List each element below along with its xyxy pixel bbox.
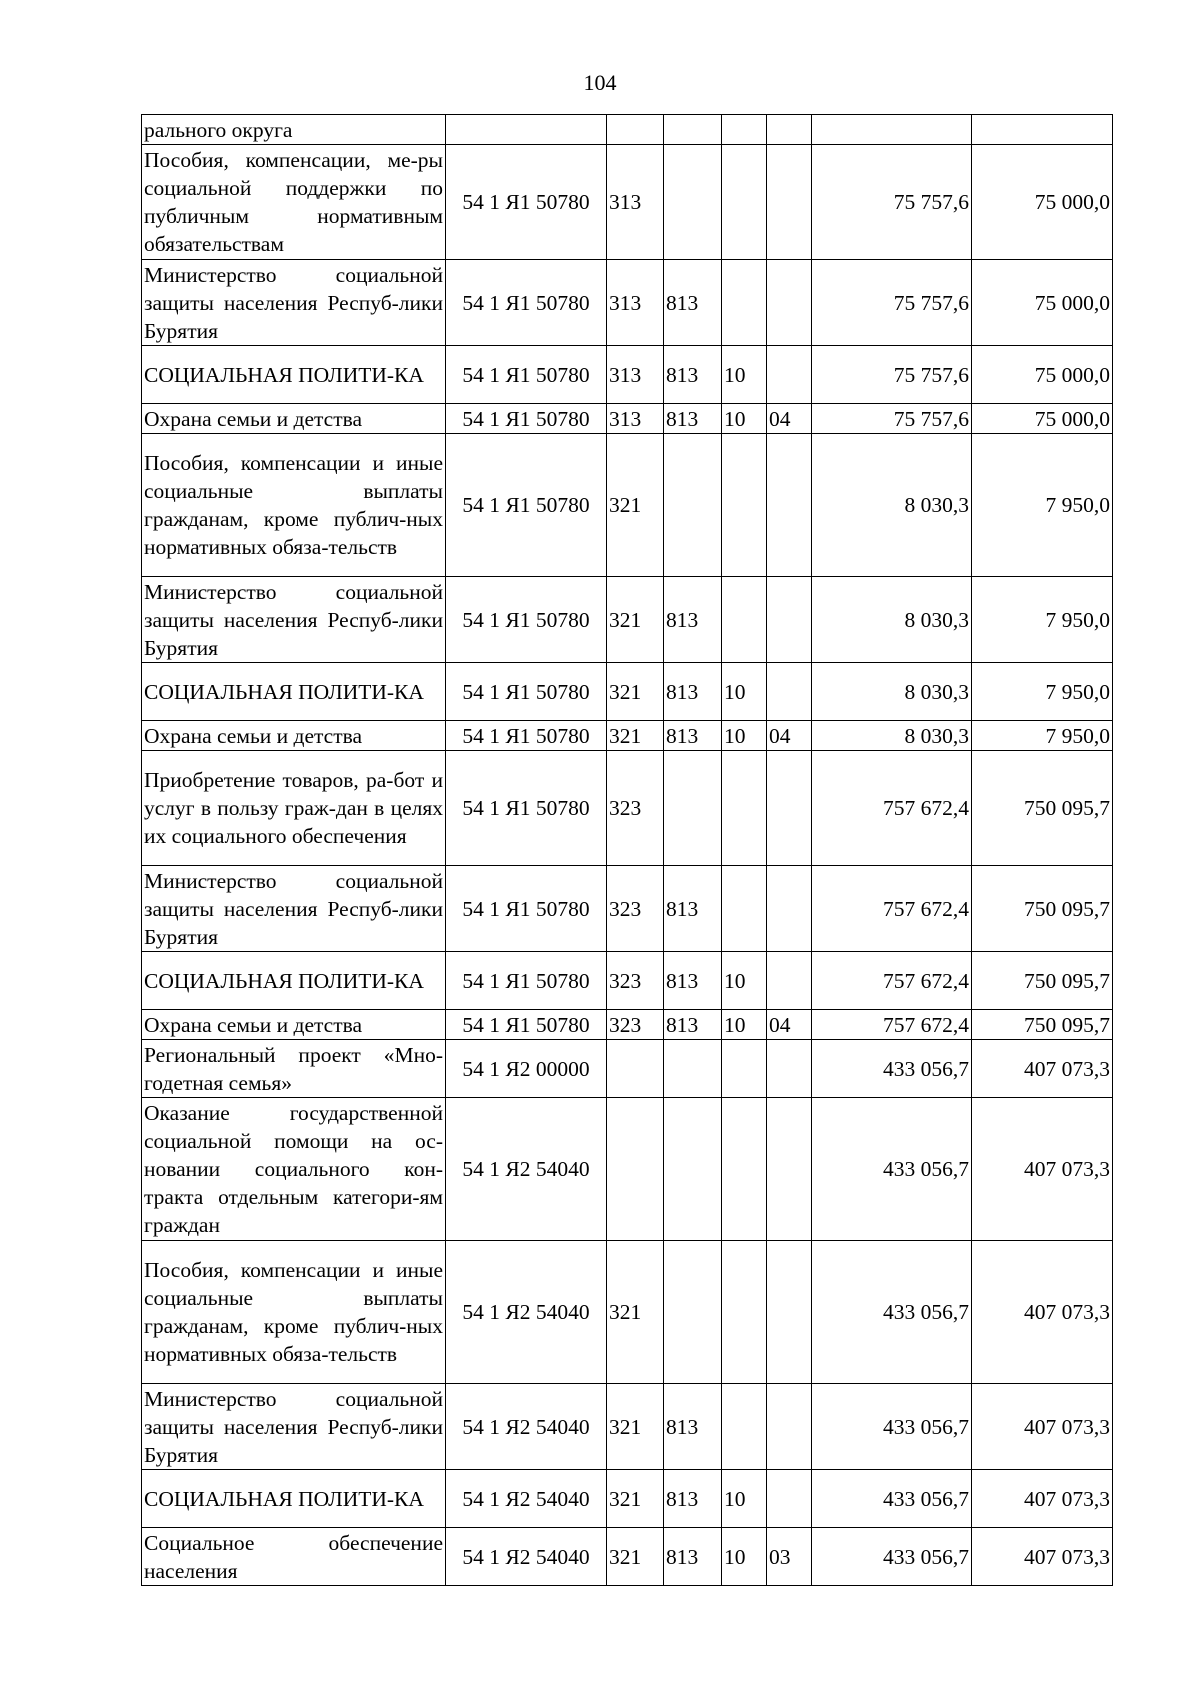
cell-administrator: 813 — [664, 404, 722, 434]
cell-amount-year2: 407 073,3 — [972, 1528, 1113, 1586]
cell-name: СОЦИАЛЬНАЯ ПОЛИТИ-КА — [142, 346, 446, 404]
cell-amount-year1: 433 056,7 — [812, 1241, 972, 1384]
cell-subsection: 04 — [767, 721, 812, 751]
cell-subsection: 03 — [767, 1528, 812, 1586]
cell-expense-type: 313 — [607, 260, 664, 346]
cell-administrator — [664, 434, 722, 577]
cell-amount-year2: 7 950,0 — [972, 577, 1113, 663]
cell-name: Пособия, компенсации, ме-ры социальной поддержки по публичным нормативным обязательствам — [142, 145, 446, 260]
cell-expense-type: 323 — [607, 1010, 664, 1040]
cell-target-code: 54 1 Я2 54040 — [446, 1384, 607, 1470]
cell-administrator: 813 — [664, 1528, 722, 1586]
cell-target-code: 54 1 Я1 50780 — [446, 663, 607, 721]
cell-name: Охрана семьи и детства — [142, 1010, 446, 1040]
cell-section — [722, 751, 767, 866]
cell-amount-year2: 7 950,0 — [972, 721, 1113, 751]
cell-section: 10 — [722, 721, 767, 751]
cell-name: Приобретение товаров, ра-бот и услуг в пользу граж-дан в целях их социального обеспечения — [142, 751, 446, 866]
cell-name: Министерство социальной защиты населения Респуб-лики Бурятия — [142, 260, 446, 346]
cell-subsection — [767, 577, 812, 663]
cell-name: Охрана семьи и детства — [142, 721, 446, 751]
cell-target-code: 54 1 Я1 50780 — [446, 1010, 607, 1040]
cell-expense-type: 321 — [607, 1241, 664, 1384]
cell-administrator — [664, 115, 722, 145]
cell-amount-year1: 433 056,7 — [812, 1098, 972, 1241]
cell-section: 10 — [722, 1528, 767, 1586]
cell-administrator: 813 — [664, 1384, 722, 1470]
cell-name: СОЦИАЛЬНАЯ ПОЛИТИ-КА — [142, 663, 446, 721]
cell-expense-type: 321 — [607, 577, 664, 663]
cell-administrator — [664, 751, 722, 866]
cell-administrator — [664, 1040, 722, 1098]
table-row — [142, 663, 1113, 721]
cell-amount-year1: 433 056,7 — [812, 1384, 972, 1470]
cell-administrator — [664, 1241, 722, 1384]
cell-expense-type: 321 — [607, 721, 664, 751]
table-row — [142, 1098, 1113, 1241]
cell-amount-year1: 8 030,3 — [812, 577, 972, 663]
cell-amount-year1: 8 030,3 — [812, 434, 972, 577]
cell-subsection — [767, 346, 812, 404]
cell-amount-year1: 433 056,7 — [812, 1040, 972, 1098]
table-row — [142, 260, 1113, 346]
cell-target-code: 54 1 Я1 50780 — [446, 751, 607, 866]
cell-expense-type: 321 — [607, 434, 664, 577]
table-row — [142, 1470, 1113, 1528]
cell-expense-type — [607, 115, 664, 145]
cell-subsection — [767, 434, 812, 577]
cell-target-code: 54 1 Я1 50780 — [446, 434, 607, 577]
cell-amount-year2: 75 000,0 — [972, 404, 1113, 434]
cell-administrator — [664, 145, 722, 260]
cell-expense-type: 323 — [607, 952, 664, 1010]
cell-section — [722, 577, 767, 663]
cell-administrator: 813 — [664, 577, 722, 663]
cell-section — [722, 1384, 767, 1470]
cell-amount-year2: 75 000,0 — [972, 145, 1113, 260]
cell-target-code: 54 1 Я2 54040 — [446, 1098, 607, 1241]
cell-subsection — [767, 952, 812, 1010]
table-row — [142, 577, 1113, 663]
table-row — [142, 751, 1113, 866]
cell-expense-type — [607, 1098, 664, 1241]
cell-name: Министерство социальной защиты населения Респуб-лики Бурятия — [142, 866, 446, 952]
cell-subsection — [767, 1098, 812, 1241]
cell-amount-year2: 407 073,3 — [972, 1470, 1113, 1528]
cell-subsection — [767, 751, 812, 866]
cell-target-code: 54 1 Я1 50780 — [446, 866, 607, 952]
cell-expense-type: 321 — [607, 663, 664, 721]
cell-target-code: 54 1 Я1 50780 — [446, 404, 607, 434]
cell-expense-type — [607, 1040, 664, 1098]
cell-name: Пособия, компенсации и иные социальные выплаты гражданам, кроме публич-ных нормативных обяза-тельств — [142, 1241, 446, 1384]
cell-amount-year2 — [972, 115, 1113, 145]
cell-administrator: 813 — [664, 721, 722, 751]
cell-subsection — [767, 115, 812, 145]
cell-section — [722, 1040, 767, 1098]
cell-target-code: 54 1 Я1 50780 — [446, 721, 607, 751]
cell-target-code: 54 1 Я2 54040 — [446, 1528, 607, 1586]
cell-amount-year2: 7 950,0 — [972, 663, 1113, 721]
cell-expense-type: 321 — [607, 1384, 664, 1470]
cell-amount-year2: 750 095,7 — [972, 952, 1113, 1010]
cell-amount-year1: 433 056,7 — [812, 1470, 972, 1528]
cell-amount-year2: 75 000,0 — [972, 346, 1113, 404]
cell-administrator: 813 — [664, 952, 722, 1010]
cell-subsection: 04 — [767, 404, 812, 434]
cell-amount-year1 — [812, 115, 972, 145]
cell-expense-type: 321 — [607, 1470, 664, 1528]
cell-administrator: 813 — [664, 866, 722, 952]
table-row — [142, 952, 1113, 1010]
cell-amount-year2: 750 095,7 — [972, 751, 1113, 866]
cell-target-code: 54 1 Я2 54040 — [446, 1241, 607, 1384]
table-row — [142, 1040, 1113, 1098]
cell-name: Региональный проект «Мно-годетная семья» — [142, 1040, 446, 1098]
cell-name: Социальное обеспечение населения — [142, 1528, 446, 1586]
cell-subsection — [767, 145, 812, 260]
cell-amount-year1: 757 672,4 — [812, 751, 972, 866]
cell-section — [722, 1241, 767, 1384]
cell-name: рального округа — [142, 115, 446, 145]
cell-expense-type: 323 — [607, 866, 664, 952]
cell-amount-year1: 8 030,3 — [812, 721, 972, 751]
cell-amount-year1: 8 030,3 — [812, 663, 972, 721]
cell-section — [722, 115, 767, 145]
table-row — [142, 145, 1113, 260]
table-body — [142, 115, 1113, 1586]
cell-name: Министерство социальной защиты населения Респуб-лики Бурятия — [142, 577, 446, 663]
cell-amount-year2: 407 073,3 — [972, 1384, 1113, 1470]
cell-target-code: 54 1 Я1 50780 — [446, 952, 607, 1010]
cell-administrator — [664, 1098, 722, 1241]
table-row — [142, 1528, 1113, 1586]
cell-expense-type: 313 — [607, 346, 664, 404]
cell-amount-year1: 75 757,6 — [812, 145, 972, 260]
cell-name: Охрана семьи и детства — [142, 404, 446, 434]
cell-amount-year2: 407 073,3 — [972, 1040, 1113, 1098]
cell-target-code: 54 1 Я2 54040 — [446, 1470, 607, 1528]
cell-amount-year1: 75 757,6 — [812, 346, 972, 404]
table-row — [142, 115, 1113, 145]
cell-amount-year2: 407 073,3 — [972, 1241, 1113, 1384]
cell-name: Оказание государственной социальной помощи на ос-новании социального кон-тракта отдельным категори-ям граждан — [142, 1098, 446, 1241]
table-row — [142, 721, 1113, 751]
cell-amount-year2: 750 095,7 — [972, 1010, 1113, 1040]
cell-amount-year2: 75 000,0 — [972, 260, 1113, 346]
cell-subsection — [767, 1470, 812, 1528]
page-number: 104 — [583, 70, 617, 95]
cell-subsection — [767, 663, 812, 721]
cell-name: СОЦИАЛЬНАЯ ПОЛИТИ-КА — [142, 952, 446, 1010]
cell-section — [722, 145, 767, 260]
cell-section — [722, 434, 767, 577]
cell-target-code — [446, 115, 607, 145]
cell-amount-year1: 75 757,6 — [812, 260, 972, 346]
cell-target-code: 54 1 Я1 50780 — [446, 346, 607, 404]
cell-subsection — [767, 1384, 812, 1470]
cell-target-code: 54 1 Я2 00000 — [446, 1040, 607, 1098]
cell-subsection — [767, 1040, 812, 1098]
table-row — [142, 1241, 1113, 1384]
cell-target-code: 54 1 Я1 50780 — [446, 260, 607, 346]
cell-expense-type: 313 — [607, 404, 664, 434]
cell-section: 10 — [722, 952, 767, 1010]
cell-expense-type: 321 — [607, 1528, 664, 1586]
cell-section: 10 — [722, 1470, 767, 1528]
cell-amount-year2: 7 950,0 — [972, 434, 1113, 577]
cell-subsection — [767, 1241, 812, 1384]
cell-amount-year1: 757 672,4 — [812, 1010, 972, 1040]
table-row — [142, 404, 1113, 434]
cell-administrator: 813 — [664, 1010, 722, 1040]
cell-amount-year1: 75 757,6 — [812, 404, 972, 434]
cell-administrator: 813 — [664, 346, 722, 404]
cell-section: 10 — [722, 663, 767, 721]
cell-amount-year2: 750 095,7 — [972, 866, 1113, 952]
table-row — [142, 434, 1113, 577]
cell-subsection — [767, 866, 812, 952]
cell-section — [722, 260, 767, 346]
cell-amount-year1: 433 056,7 — [812, 1528, 972, 1586]
cell-expense-type: 323 — [607, 751, 664, 866]
budget-table — [141, 114, 1113, 1586]
cell-section: 10 — [722, 1010, 767, 1040]
cell-target-code: 54 1 Я1 50780 — [446, 145, 607, 260]
cell-amount-year1: 757 672,4 — [812, 866, 972, 952]
cell-section: 10 — [722, 404, 767, 434]
cell-section — [722, 866, 767, 952]
table-row — [142, 1010, 1113, 1040]
cell-name: Пособия, компенсации и иные социальные выплаты гражданам, кроме публич-ных нормативных обяза-тельств — [142, 434, 446, 577]
cell-name: СОЦИАЛЬНАЯ ПОЛИТИ-КА — [142, 1470, 446, 1528]
cell-amount-year1: 757 672,4 — [812, 952, 972, 1010]
cell-administrator: 813 — [664, 663, 722, 721]
cell-subsection: 04 — [767, 1010, 812, 1040]
cell-amount-year2: 407 073,3 — [972, 1098, 1113, 1241]
cell-target-code: 54 1 Я1 50780 — [446, 577, 607, 663]
cell-section: 10 — [722, 346, 767, 404]
table-row — [142, 866, 1113, 952]
cell-administrator: 813 — [664, 260, 722, 346]
cell-administrator: 813 — [664, 1470, 722, 1528]
cell-section — [722, 1098, 767, 1241]
cell-expense-type: 313 — [607, 145, 664, 260]
cell-name: Министерство социальной защиты населения Респуб-лики Бурятия — [142, 1384, 446, 1470]
cell-subsection — [767, 260, 812, 346]
table-row — [142, 1384, 1113, 1470]
table-row — [142, 346, 1113, 404]
